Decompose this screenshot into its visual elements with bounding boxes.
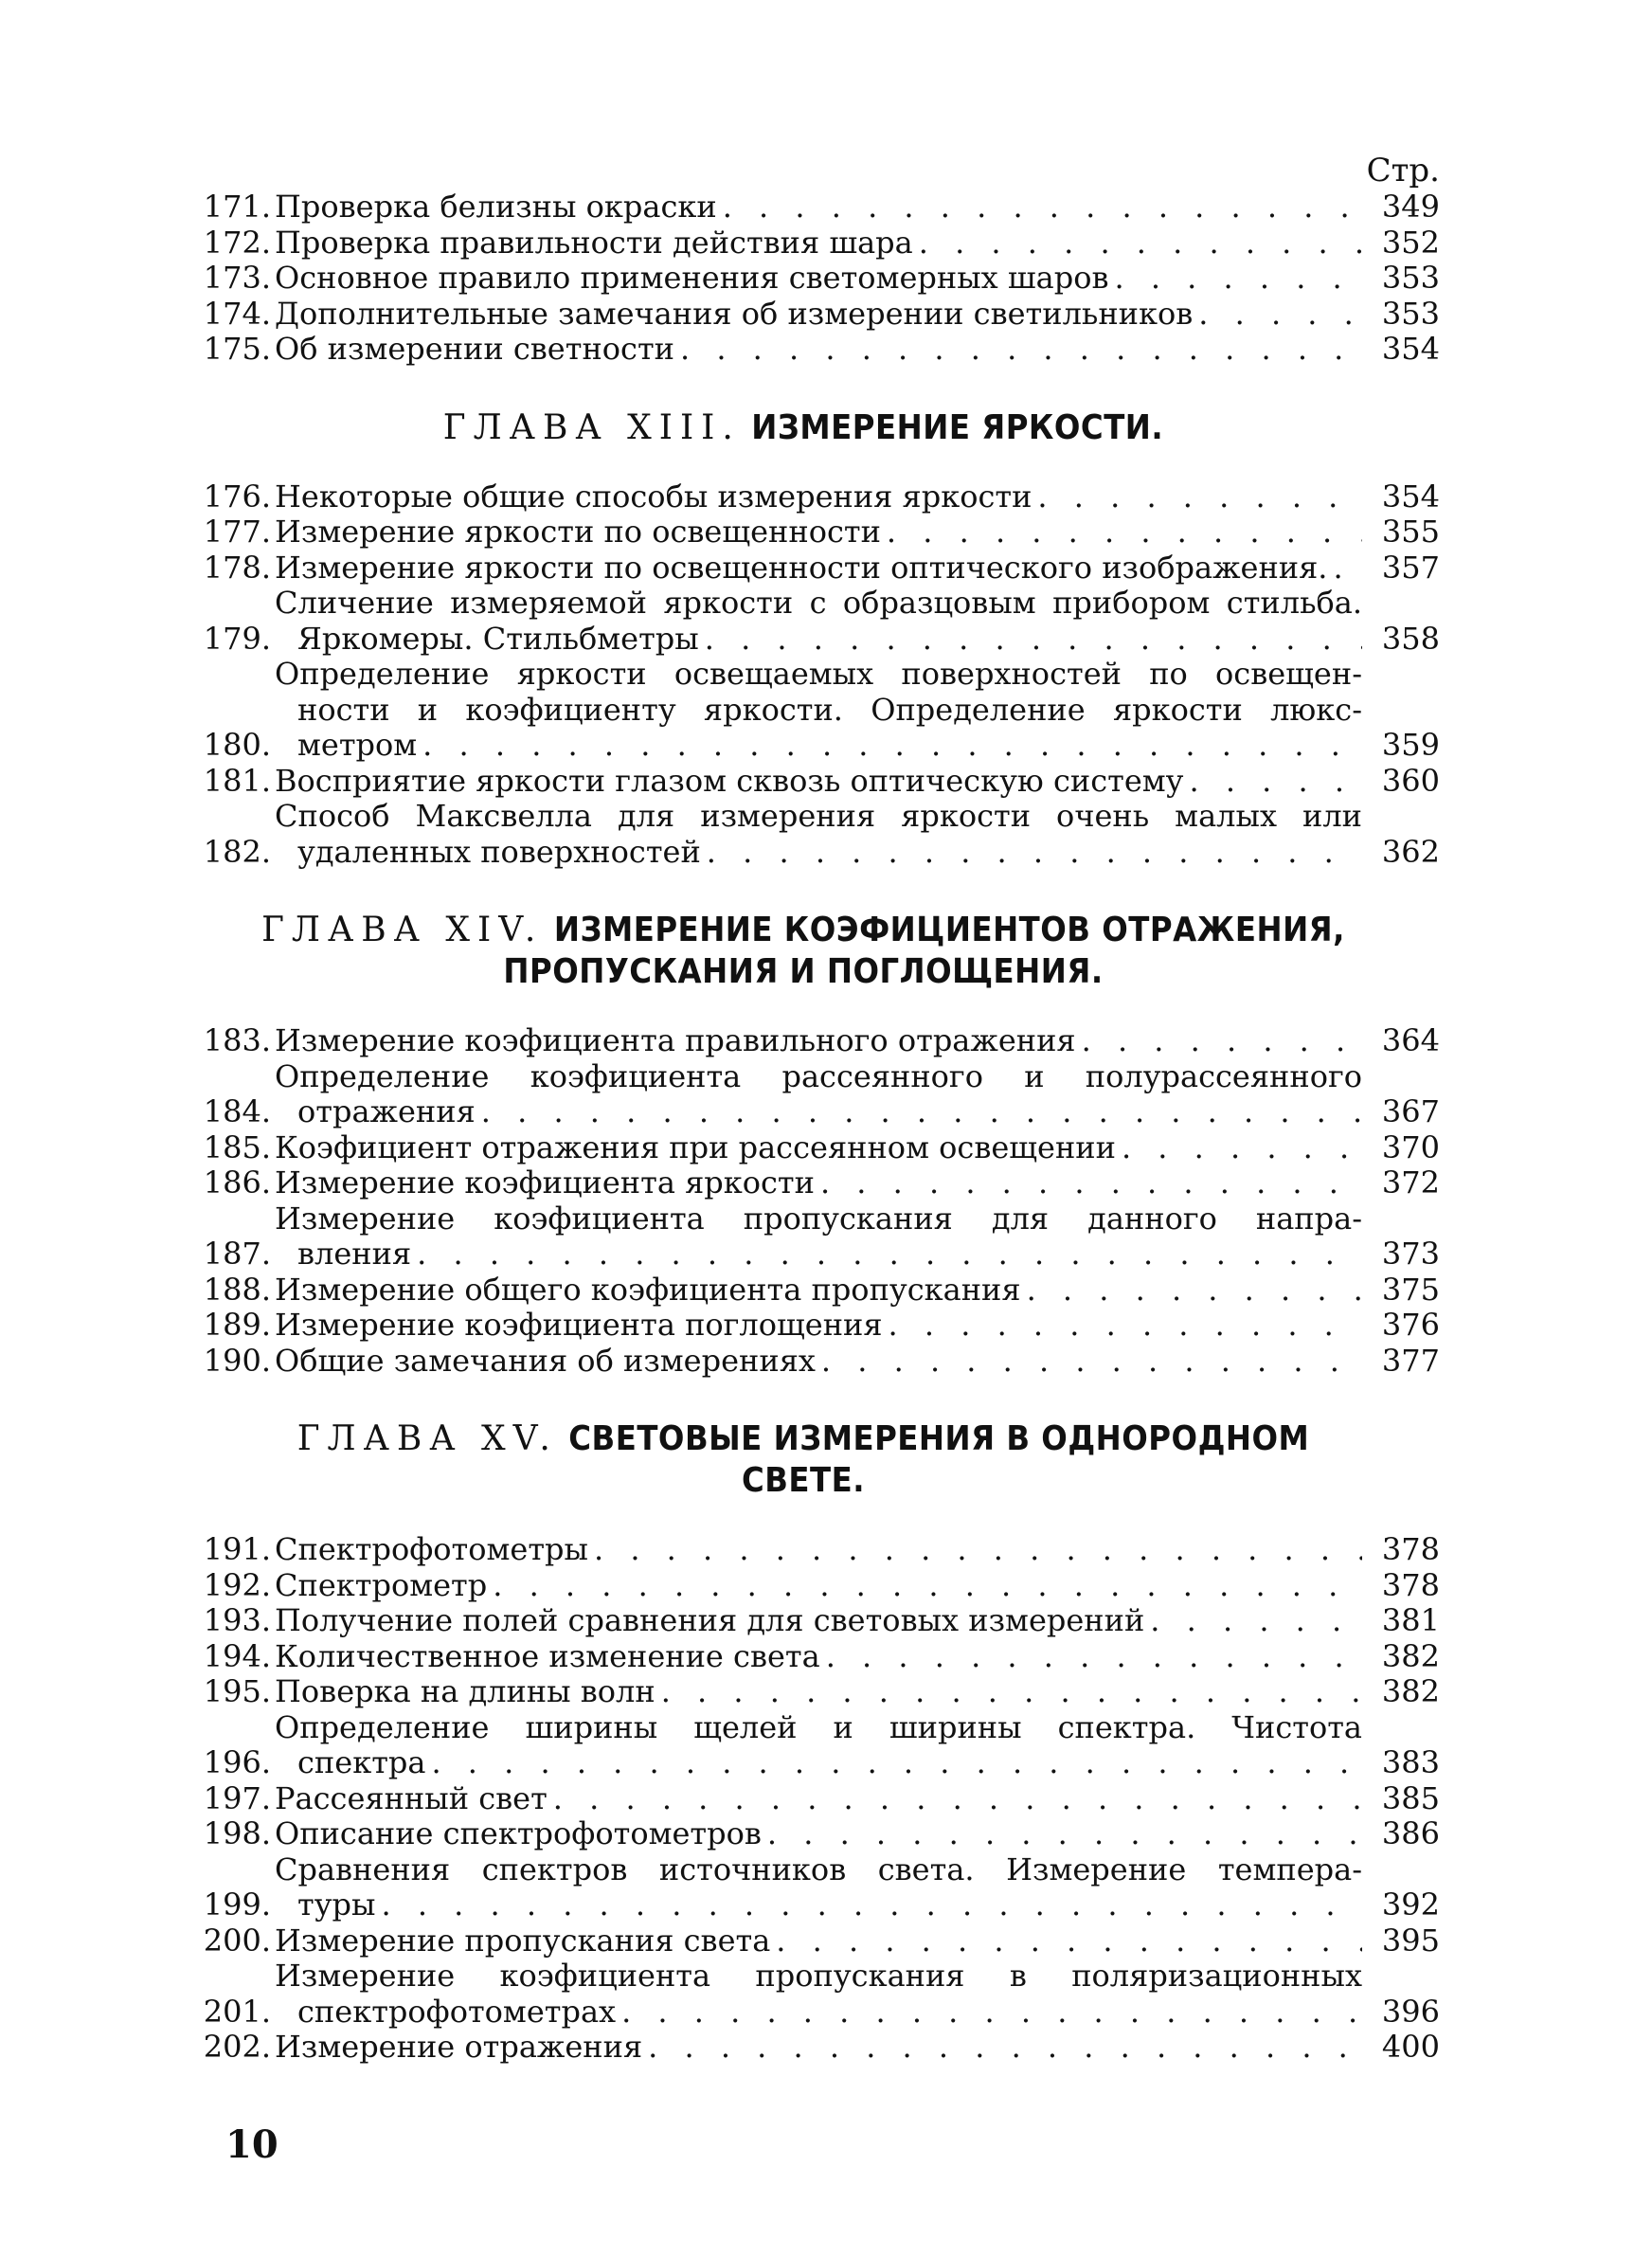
entry-page: 392 [1381,1887,1440,1923]
entry-number: 173. [203,260,271,296]
entry-title-line [275,1995,1440,2031]
entry-number: 184. [203,1093,271,1129]
toc-entry [189,1023,1440,1059]
entry-number: 191. [203,1531,271,1567]
chapter-heading [189,407,1440,449]
entry-title-text: Спектрофотометры [275,1531,588,1567]
entry-title-text: Проверка белизны окраски [275,189,717,225]
dot-leader [723,190,1362,226]
entry-title [275,479,1440,515]
entry-title-text: Измерение яркости по освещенности [275,514,881,550]
toc-entry [189,479,1440,515]
entry-title-line: Способ Максвелла для измерения яркости очень малых или [275,798,1362,834]
entry-title-line [275,764,1440,800]
toc-entry [189,1273,1440,1309]
dot-leader [1150,1603,1362,1639]
entry-title [275,332,1440,368]
dot-leader [553,1781,1362,1817]
entry-title-line [275,1130,1440,1166]
entry-page: 385 [1381,1779,1440,1816]
entry-title-line [275,1674,1440,1710]
entry-number: 193. [203,1602,271,1638]
entry-title [275,1023,1440,1059]
entry-title [275,764,1440,800]
entry-title [275,1059,1440,1130]
chapter-title: СВЕТОВЫЕ ИЗМЕРЕНИЯ В ОДНОРОДНОМ СВЕТЕ. [568,1419,1310,1500]
entry-page: 370 [1381,1128,1440,1165]
entry-title [275,1165,1440,1201]
entry-number: 179. [203,620,271,657]
entry-number: 178. [203,549,271,586]
entry-title-text: Измерение яркости по освещенности оптического изображения. [275,549,1328,586]
entry-page: 352 [1381,224,1440,261]
entry-number: 189. [203,1307,271,1343]
toc-entry [189,2030,1440,2066]
dot-leader [1122,1130,1362,1166]
entry-page: 375 [1381,1271,1440,1308]
entry-title [275,1816,1440,1852]
entry-number: 197. [203,1779,271,1816]
entry-title [275,1130,1440,1166]
dot-leader [919,226,1362,262]
dot-leader [1189,764,1362,800]
entry-title-text: Описание спектрофотометров [275,1815,762,1851]
dot-leader [661,1674,1362,1710]
toc-entry [189,764,1440,800]
dot-leader [381,1887,1362,1923]
entry-title [275,551,1440,587]
entry-page: 383 [1381,1744,1440,1780]
entry-number: 190. [203,1342,271,1379]
dot-leader [648,2030,1362,2066]
entry-number: 177. [203,514,271,550]
dot-leader [1037,479,1362,515]
entry-title-line [275,728,1440,764]
table-of-contents [189,152,1440,2066]
entry-title [275,1781,1440,1817]
entry-page: 354 [1381,478,1440,515]
entry-title-line [275,1745,1440,1781]
dot-leader [826,1639,1362,1675]
entry-title-text: Общие замечания об измерениях [275,1342,816,1379]
entry-title-text: спектра [297,1744,426,1780]
entry-title-text: Проверка правильности действия шара [275,224,913,261]
entry-title-line [275,1816,1440,1852]
dot-leader [767,1816,1362,1852]
entry-number: 181. [203,762,271,799]
entry-title-line [275,1023,1440,1059]
entry-title-line [275,835,1440,871]
entry-title-line: Сравнения спектров источников света. Измерение темпера- [275,1851,1362,1887]
dot-leader [594,1532,1362,1568]
dot-leader [707,835,1362,871]
entry-page: 373 [1381,1236,1440,1272]
toc-entry [189,586,1440,657]
entry-title-text: Измерение коэфициента правильного отражения [275,1022,1076,1058]
toc-section [189,1418,1440,2066]
entry-page: 378 [1381,1531,1440,1567]
entry-title-line [275,297,1440,333]
entry-number: 180. [203,727,271,763]
dot-leader [889,1308,1362,1344]
entry-title-line [275,2030,1440,2066]
entry-title-text: Яркомеры. Стильбметры [297,620,699,657]
toc-entry [189,332,1440,368]
page-column-header: Стр. [1366,152,1440,190]
dot-leader [417,1237,1362,1273]
entry-title-line: ности и коэфициенту яркости. Определение яркости люкс- [297,691,1362,728]
entry-title-text: Основное правило применения светомерных шаров [275,260,1109,296]
entry-number: 183. [203,1022,271,1058]
toc-entry [189,1532,1440,1568]
toc-entry [189,1344,1440,1380]
dot-leader [820,1165,1362,1201]
toc-entry [189,226,1440,262]
entry-number: 194. [203,1637,271,1674]
chapter-title: ИЗМЕРЕНИЕ ЯРКОСТИ. [751,407,1164,447]
entry-page: 349 [1381,189,1440,225]
entry-number: 187. [203,1236,271,1272]
entry-title-line [275,1532,1440,1568]
dot-leader [705,622,1362,658]
dot-leader [1114,261,1362,297]
entry-page: 386 [1381,1815,1440,1851]
entry-number: 182. [203,833,271,870]
dot-leader [1027,1273,1362,1309]
entry-title-text: Восприятие яркости глазом сквозь оптическую систему [275,762,1184,799]
entry-title-line: Сличение измеряемой яркости с образцовым прибором стильба. [275,585,1362,621]
entry-number: 185. [203,1128,271,1165]
entry-title [275,1959,1440,2030]
entry-page: 382 [1381,1673,1440,1709]
entry-title-line [275,515,1440,551]
entry-number: 196. [203,1744,271,1780]
entry-number: 174. [203,295,271,332]
entry-title-text: Рассеянный свет [275,1779,548,1816]
entry-title [275,297,1440,333]
entry-title [275,1710,1440,1781]
entry-title [275,1568,1440,1604]
entry-title-line [275,1568,1440,1604]
entry-number: 192. [203,1566,271,1603]
toc-entry [189,1781,1440,1817]
toc-entry [189,1568,1440,1604]
entry-title-text: вления [297,1236,412,1272]
entry-number: 176. [203,478,271,515]
entry-page: 358 [1381,620,1440,657]
entry-title [275,1603,1440,1639]
entry-title-line [275,1094,1440,1130]
toc-entry [189,1959,1440,2030]
entry-title [275,515,1440,551]
dot-leader [481,1094,1362,1130]
toc-sections [189,190,1440,2066]
entry-title-line: Определение коэфициента рассеянного и полурассеянного [275,1057,1362,1094]
toc-entry [189,1130,1440,1166]
entry-page: 355 [1381,514,1440,550]
dot-leader [431,1745,1362,1781]
entry-title-line: Определение яркости освещаемых поверхностей по освещен- [275,656,1362,692]
entry-page: 354 [1381,331,1440,367]
dot-leader [887,515,1362,551]
entry-page: 377 [1381,1342,1440,1379]
entry-title-line [275,551,1440,587]
entry-title [275,1273,1440,1309]
toc-entry [189,190,1440,226]
entry-title-line: Измерение коэфициента пропускания для данного напра- [275,1200,1362,1237]
toc-entry [189,1639,1440,1675]
entry-title-line [275,1237,1440,1273]
entry-title-text: Измерение общего коэфициента пропускания [275,1271,1021,1308]
entry-number: 201. [203,1993,271,2030]
entry-title-line [275,622,1440,658]
entry-title-text: Дополнительные замечания об измерении светильников [275,295,1194,332]
chapter-title: ИЗМЕРЕНИЕ КОЭФИЦИЕНТОВ ОТРАЖЕНИЯ, ПРОПУСКАНИЯ И ПОГЛОЩЕНИЯ. [503,911,1345,991]
entry-number: 172. [203,224,271,261]
entry-title [275,799,1440,870]
toc-entry [189,1201,1440,1273]
chapter-label: ГЛАВА XIII. [442,407,741,447]
toc-entry [189,1603,1440,1639]
entry-title-line [275,1165,1440,1201]
entry-title-text: Некоторые общие способы измерения яркости [275,478,1032,515]
entry-page: 367 [1381,1093,1440,1129]
entry-title-line [275,479,1440,515]
entry-title-line [275,1887,1440,1923]
entry-title-line: Определение ширины щелей и ширины спектра. Чистота [275,1708,1362,1745]
entry-number: 202. [203,2029,271,2065]
entry-title [275,1923,1440,1959]
entry-title [275,1532,1440,1568]
entry-title [275,1639,1440,1675]
toc-section [189,407,1440,871]
toc-entry [189,1816,1440,1852]
entry-page: 359 [1381,727,1440,763]
entry-page: 364 [1381,1022,1440,1058]
entry-page: 353 [1381,295,1440,332]
entry-number: 175. [203,331,271,367]
toc-entry [189,1059,1440,1130]
entry-title-text: Измерение коэфициента яркости [275,1165,815,1201]
entry-number: 198. [203,1815,271,1851]
entry-title-text: Измерение отражения [275,2029,643,2065]
chapter-heading [189,910,1440,993]
entry-title [275,1201,1440,1273]
entry-title-line [275,190,1440,226]
toc-entry [189,1165,1440,1201]
entry-number: 171. [203,189,271,225]
entry-title-text: спектрофотометрах [297,1993,617,2030]
page-number: 10 [225,2122,278,2167]
entry-page: 357 [1381,549,1440,586]
entry-page: 360 [1381,762,1440,799]
entry-page: 378 [1381,1566,1440,1603]
entry-number: 195. [203,1673,271,1709]
entry-title-text: Спектрометр [275,1566,488,1603]
dot-leader [1198,297,1362,333]
dot-leader [621,1995,1362,2031]
toc-entry [189,1923,1440,1959]
toc-entry [189,1710,1440,1781]
entry-title-line [275,332,1440,368]
entry-page: 362 [1381,833,1440,870]
entry-page: 372 [1381,1165,1440,1201]
entry-title [275,1308,1440,1344]
dot-leader [1333,551,1362,587]
entry-title-line [275,1273,1440,1309]
entry-title-text: Коэфициент отражения при рассеянном освещении [275,1128,1116,1165]
toc-section [189,190,1440,368]
entry-page: 395 [1381,1922,1440,1959]
entry-title-text: Поверка на длины волн [275,1673,655,1709]
entry-title-text: туры [297,1887,376,1923]
toc-entry [189,515,1440,551]
toc-entry [189,297,1440,333]
entry-title-text: метром [297,727,418,763]
dot-leader [1082,1023,1362,1059]
entry-title [275,1344,1440,1380]
entry-title [275,1674,1440,1710]
entry-title [275,1852,1440,1923]
toc-entry [189,657,1440,764]
toc-section [189,910,1440,1379]
entry-title [275,586,1440,657]
entry-page: 396 [1381,1993,1440,2030]
entry-page: 400 [1381,2029,1440,2065]
entry-title-text: удаленных поверхностей [297,833,701,870]
entry-title-text: Количественное изменение света [275,1637,820,1674]
entry-title [275,2030,1440,2066]
entry-title-line [275,261,1440,297]
entry-number: 199. [203,1887,271,1923]
entry-page: 353 [1381,260,1440,296]
entry-title-text: Об измерении светности [275,331,674,367]
entry-title-text: Измерение пропускания света [275,1922,771,1959]
entry-number: 188. [203,1271,271,1308]
entry-title [275,190,1440,226]
entry-title-line [275,226,1440,262]
dot-leader [680,332,1362,368]
entry-title-line [275,1781,1440,1817]
entry-title-line [275,1603,1440,1639]
toc-entry [189,1852,1440,1923]
toc-entry [189,1308,1440,1344]
entry-page: 376 [1381,1307,1440,1343]
entry-title-text: Получение полей сравнения для световых измерений [275,1602,1145,1638]
dot-leader [422,728,1362,764]
dot-leader [821,1344,1362,1380]
entry-title [275,226,1440,262]
entry-number: 200. [203,1922,271,1959]
entry-number: 186. [203,1165,271,1201]
entry-title [275,261,1440,297]
entry-page: 381 [1381,1602,1440,1638]
entry-title [275,657,1440,764]
entry-title-line [275,1923,1440,1959]
toc-entry [189,799,1440,870]
toc-entry [189,551,1440,587]
dot-leader [493,1568,1362,1604]
entry-title-text: Измерение коэфициента поглощения [275,1307,883,1343]
entry-title-line [275,1308,1440,1344]
entry-page: 382 [1381,1637,1440,1674]
entry-title-line [275,1344,1440,1380]
entry-title-line: Измерение коэфициента пропускания в поляризационных [275,1958,1362,1994]
toc-entry [189,1674,1440,1710]
toc-entry [189,261,1440,297]
chapter-label: ГЛАВА XIV. [261,911,544,949]
chapter-label: ГЛАВА XV. [296,1419,558,1458]
chapter-heading [189,1418,1440,1502]
dot-leader [776,1923,1362,1959]
entry-title-text: отражения [297,1093,476,1129]
entry-title-line [275,1639,1440,1675]
